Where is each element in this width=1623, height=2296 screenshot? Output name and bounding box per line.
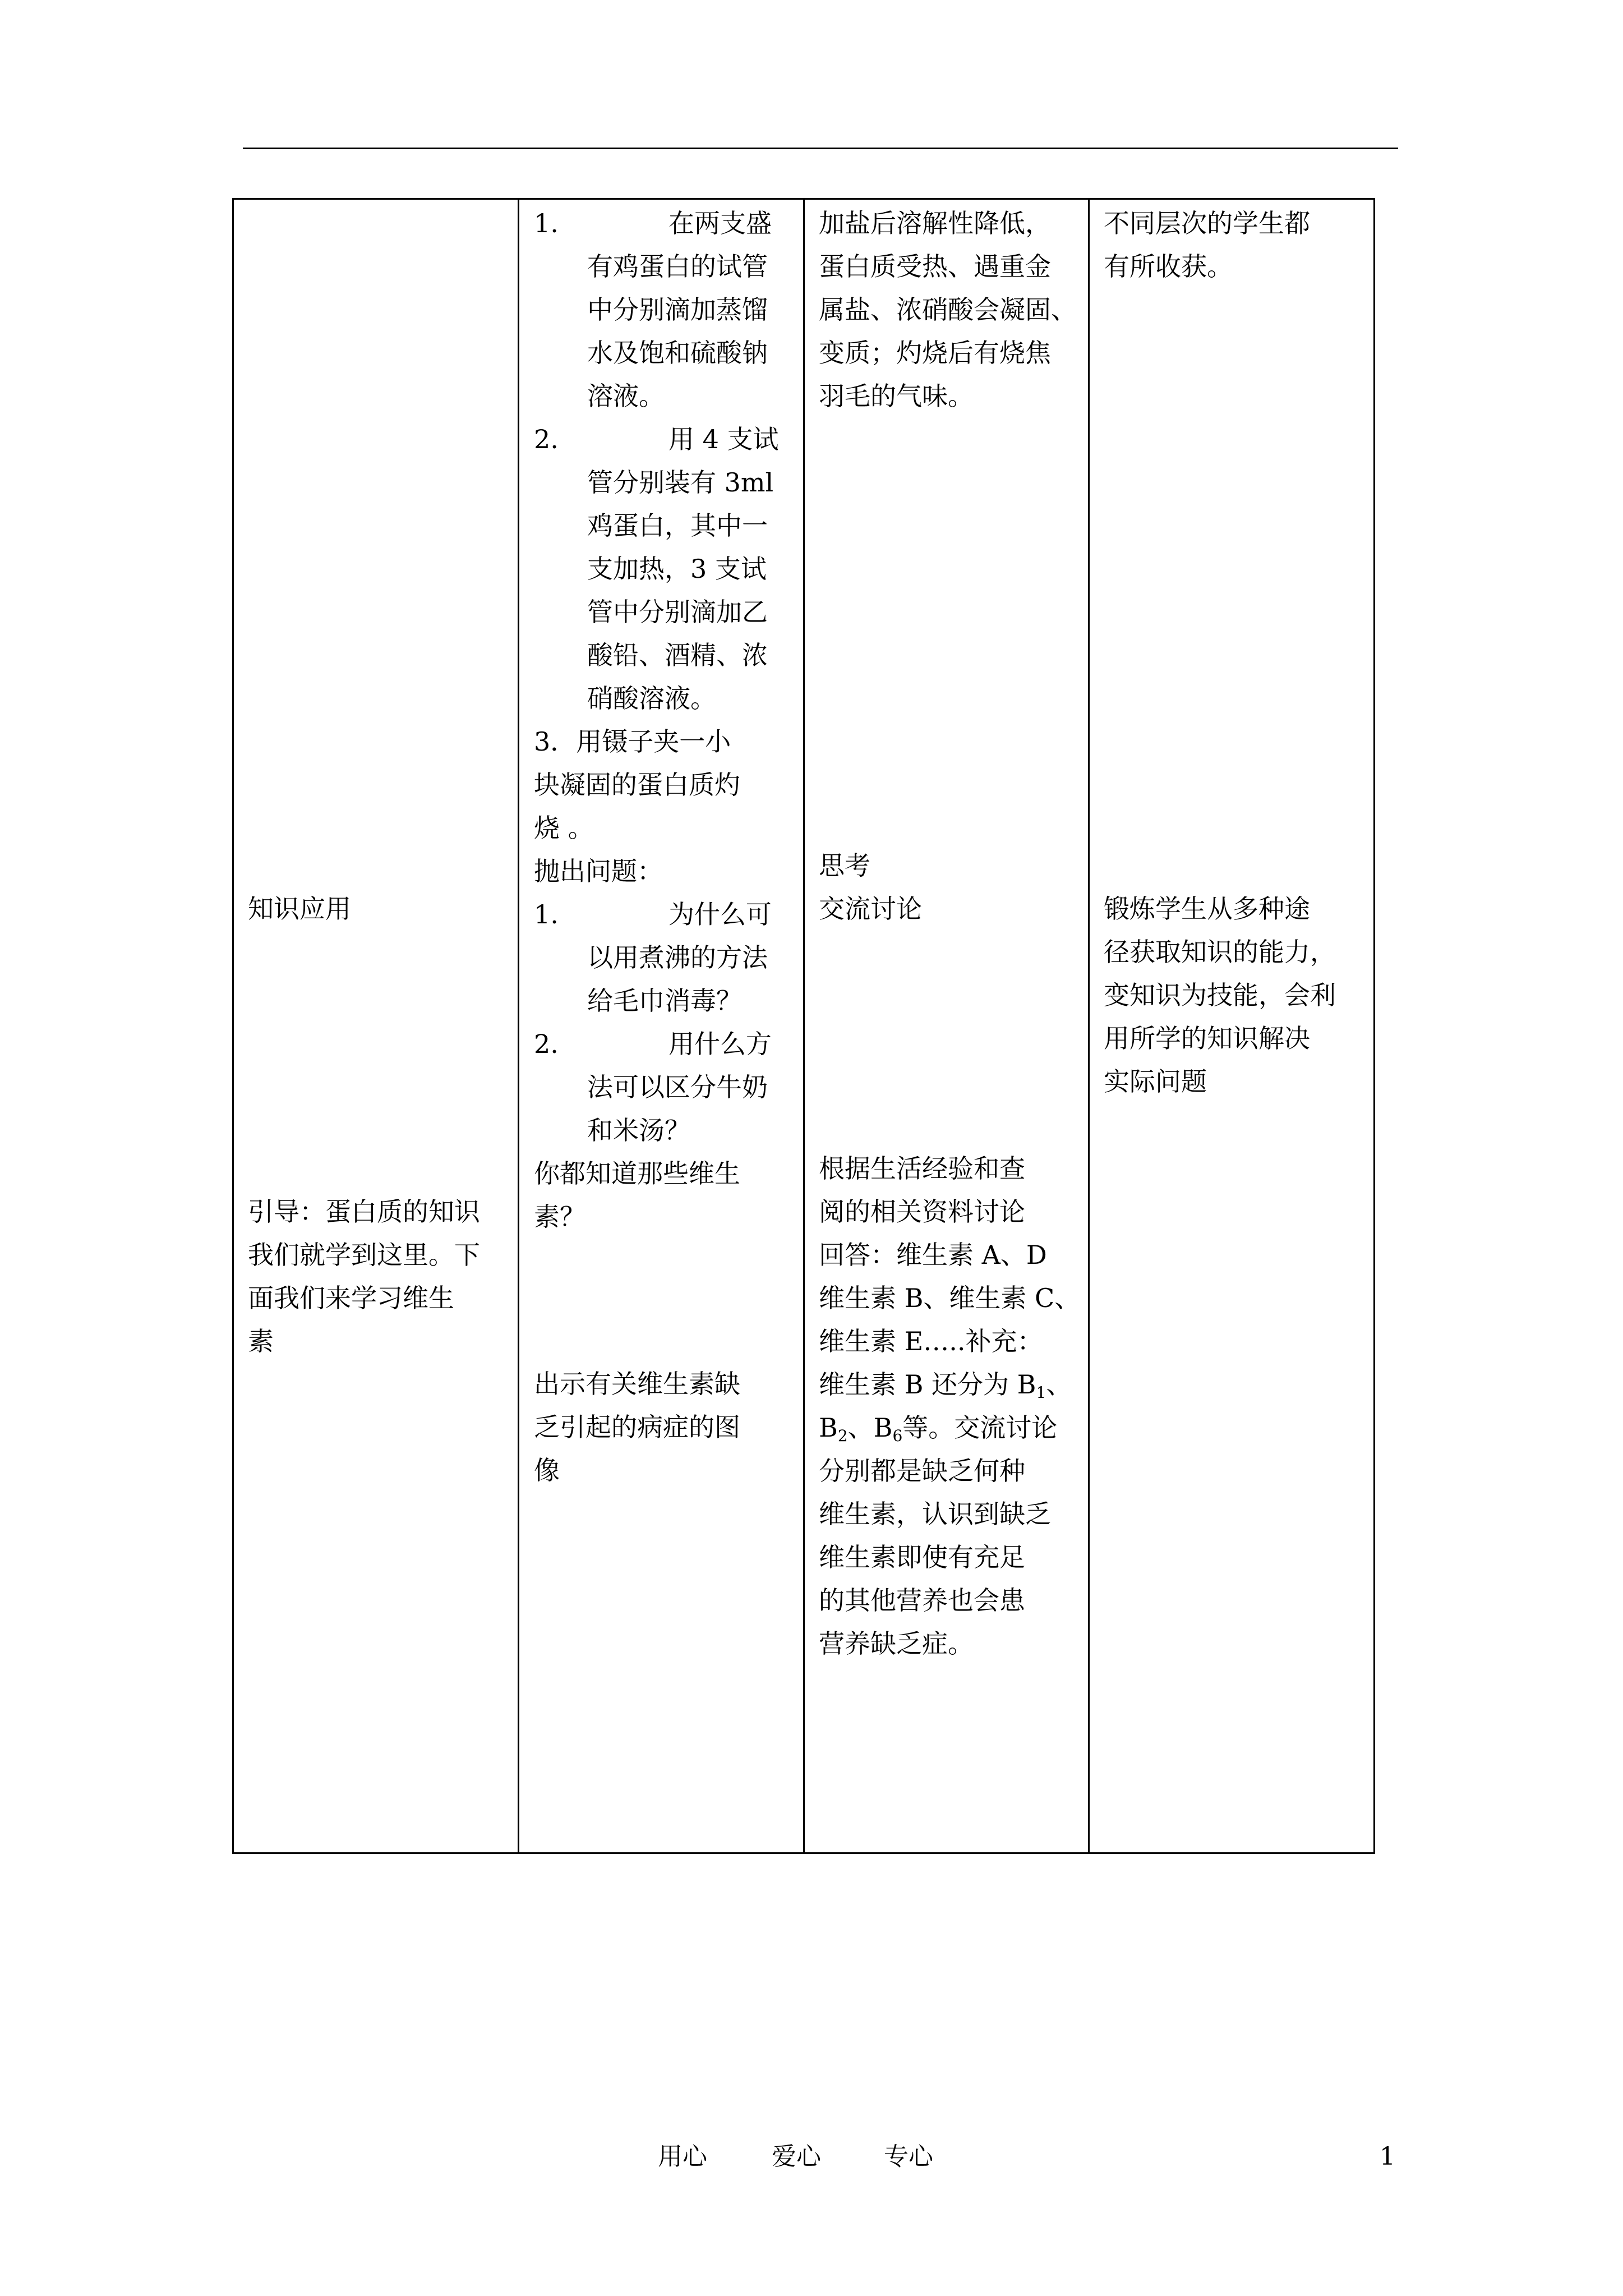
design-intent-gain: 不同层次的学生都 有所收获。 bbox=[1104, 208, 1310, 282]
student-results: 加盐后溶解性降低， 蛋白质受热、遇重金 属盐、浓硝酸会凝固、 变质；灼烧后有烧焦 羽毛的气味。 bbox=[819, 208, 1077, 411]
student-vitamin-answer: 根据生活经验和查 阅的相关资料讨论 回答：维生素 A、D 维生素 B、维生素 C、 维生素 E…..补充： 维生素 B 还分为 $B_1$、 $B_2$、$B_6$等。交流讨论 分别都是缺乏何种 维生素，认识到缺乏 维生素即使有充足 的其他营养也会患 营养缺乏症。 bbox=[819, 1153, 1081, 1659]
experiment-2: 2. 用 4 支试 管分别装有 3ml 鸡蛋白，其中一 支加热，3 支试 管中分别滴加乙 酸铅、酒精、浓 硝酸溶液。 bbox=[534, 424, 779, 714]
design-intent-ability: 锻炼学生从多种途 径获取知识的能力， 变知识为技能，会利 用所学的知识解决 实际问题 bbox=[1104, 894, 1336, 1097]
column-divider-2 bbox=[803, 198, 805, 1854]
question-2: 2. 用什么方 法可以区分牛奶 和米汤？ bbox=[534, 1029, 772, 1145]
header-rule bbox=[243, 148, 1398, 149]
footer-motto-1: 用心 bbox=[658, 2142, 707, 2171]
question-1: 1. 为什么可 以用煮沸的方法 给毛巾消毒？ bbox=[534, 899, 772, 1016]
table-right-border bbox=[1373, 198, 1375, 1854]
footer-motto-2: 爱心 bbox=[772, 2142, 821, 2171]
vitamin-question: 你都知道那些维生 素？ bbox=[534, 1158, 740, 1232]
student-think: 思考 交流讨论 bbox=[819, 850, 922, 924]
show-images-text: 出示有关维生素缺 乏引起的病症的图 像 bbox=[534, 1369, 740, 1485]
column-divider-1 bbox=[518, 198, 519, 1854]
experiment-3: 3．用镊子夹一小 块凝固的蛋白质灼 烧 。 bbox=[534, 726, 740, 843]
page-number: 1 bbox=[1380, 2142, 1395, 2171]
experiment-1: 1. 在两支盛 有鸡蛋白的试管 中分别滴加蒸馏 水及饱和硫酸钠 溶液。 bbox=[534, 208, 772, 411]
ask-question-label: 抛出问题： bbox=[534, 856, 663, 886]
table-left-border bbox=[232, 198, 234, 1854]
stage-guide-text: 引导：蛋白质的知识 我们就学到这里。下 面我们来学习维生 素 bbox=[248, 1197, 480, 1356]
teacher-activities bbox=[534, 202, 792, 1239]
column-divider-3 bbox=[1088, 198, 1090, 1854]
footer-motto-3: 专心 bbox=[884, 2142, 933, 2171]
stage-knowledge-application: 知识应用 bbox=[248, 894, 351, 924]
